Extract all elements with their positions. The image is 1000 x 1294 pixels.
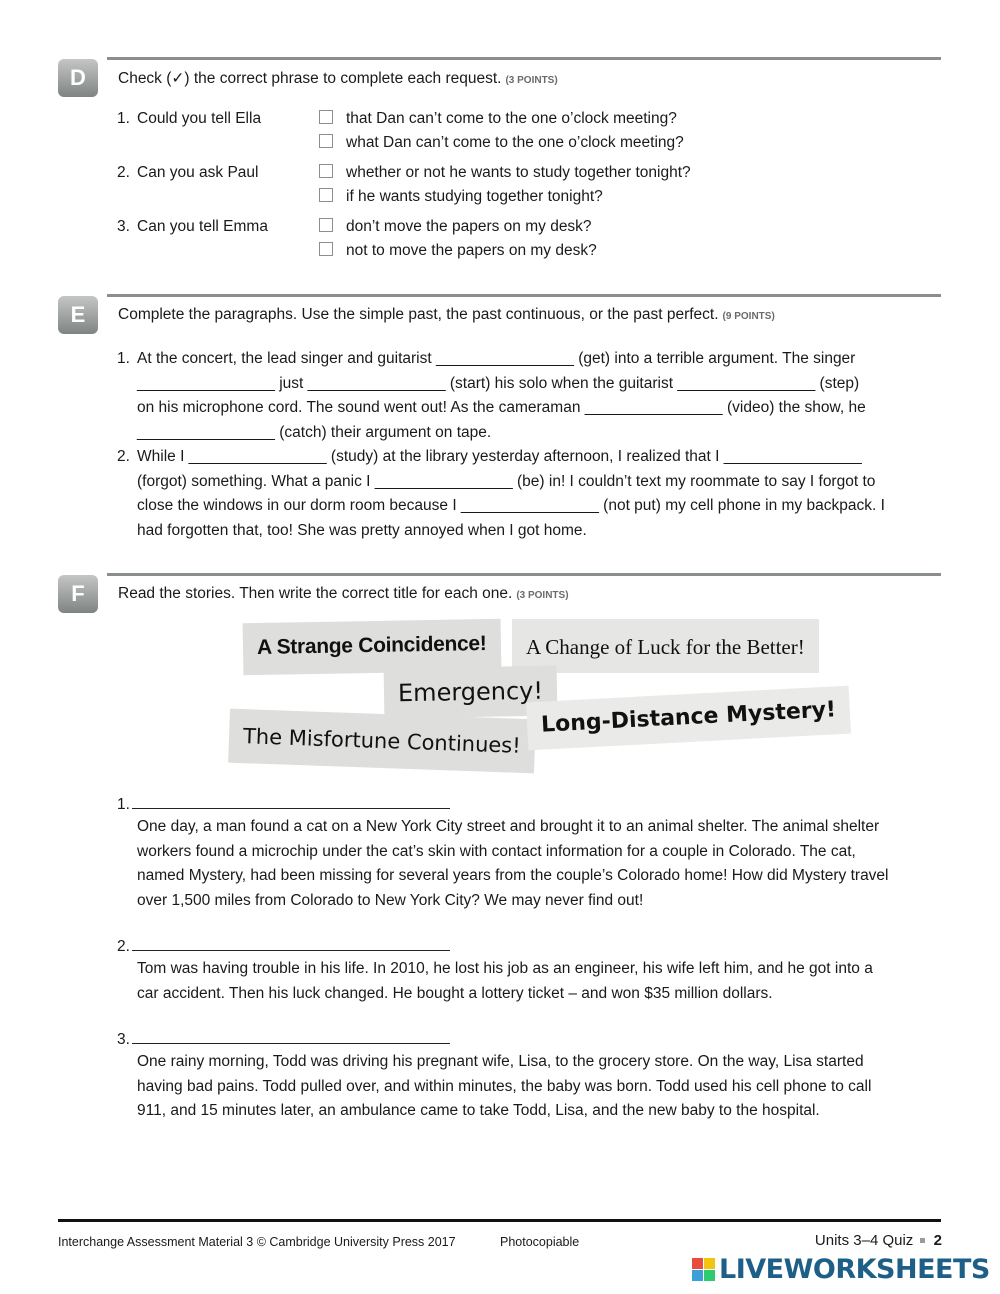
paragraph-number: 2. (117, 448, 130, 465)
section-f-instruction (118, 585, 569, 603)
question-prompt: Can you ask Paul (137, 164, 259, 181)
title-tile: Long-Distance Mystery! (526, 686, 851, 751)
paragraph-line: had forgotten that, too! She was pretty annoyed when I got home. (137, 522, 587, 539)
brand-text: LIVEWORKSHEETS (719, 1253, 990, 1285)
story-line: named Mystery, had been missing for several years from the couple’s Colorado home! How did Mystery travel (137, 867, 889, 884)
instruction-text: Complete the paragraphs. Use the simple past, the past continuous, or the past perfect. (118, 306, 719, 323)
section-e-instruction (118, 306, 775, 324)
section-d-badge: D (58, 59, 98, 97)
story-line: 911, and 15 minutes later, an ambulance came to take Todd, Lisa, and the new baby to the hospital. (137, 1102, 820, 1119)
checkbox[interactable] (319, 218, 333, 232)
checkbox[interactable] (319, 242, 333, 256)
paragraph-line: ________________ (catch) their argument on tape. (137, 424, 492, 441)
option-text: what Dan can’t come to the one o’clock meeting? (346, 134, 684, 151)
points-label: (3 POINTS) (516, 590, 569, 601)
section-e-rule (107, 294, 941, 297)
title-tile: The Misfortune Continues! (228, 709, 535, 774)
instruction-text: Read the stories. Then write the correct title for each one. (118, 585, 513, 602)
title-blank[interactable] (132, 936, 450, 951)
checkbox[interactable] (319, 164, 333, 178)
story-title-row (117, 936, 450, 956)
footer-rule (58, 1219, 941, 1222)
story-title-row (117, 1029, 450, 1049)
question-number: 3. (117, 218, 130, 235)
story-number: 1. (117, 796, 130, 813)
title-tile: Emergency! (384, 665, 558, 718)
section-d-instruction (118, 69, 558, 88)
story-number: 2. (117, 938, 130, 955)
story-line: One rainy morning, Todd was driving his pregnant wife, Lisa, to the grocery store. On the way, Lisa started (137, 1053, 864, 1070)
story-line: car accident. Then his luck changed. He bought a lottery ticket – and won $35 million dollars. (137, 985, 773, 1002)
story-number: 3. (117, 1031, 130, 1048)
checkbox[interactable] (319, 134, 333, 148)
title-blank[interactable] (132, 794, 450, 809)
option-text: whether or not he wants to study together tonight? (346, 164, 691, 181)
instruction-text: Check (✓) the correct phrase to complete each request. (118, 70, 502, 87)
section-d-rule (107, 57, 941, 60)
title-blank[interactable] (132, 1029, 450, 1044)
section-e-badge: E (58, 296, 98, 334)
liveworksheets-logo (692, 1253, 990, 1285)
question-prompt: Could you tell Ella (137, 110, 262, 127)
story-line: One day, a man found a cat on a New York City street and brought it to an animal shelter. The animal shelter (137, 818, 880, 835)
quiz-label (815, 1232, 942, 1249)
paragraph-line: close the windows in our dorm room because I ________________ (not put) my cell phone in my backpack. I (137, 497, 885, 514)
option-text: that Dan can’t come to the one o’clock meeting? (346, 110, 677, 127)
points-label: (9 POINTS) (722, 311, 775, 322)
option-text: don’t move the papers on my desk? (346, 218, 592, 235)
paragraph-line: (forgot) something. What a panic I ________________ (be) in! I couldn’t text my roommate to say I forgot to (137, 473, 876, 490)
points-label: (3 POINTS) (505, 75, 558, 86)
quiz-name: Units 3–4 Quiz (814, 1232, 914, 1249)
section-f-badge: F (58, 575, 98, 613)
question-prompt: Can you tell Emma (137, 218, 268, 235)
story-title-row (117, 794, 450, 814)
blocks-icon (692, 1258, 715, 1281)
story-line: over 1,500 miles from Colorado to New York City? We may never find out! (137, 892, 644, 909)
paragraph-line: While I ________________ (study) at the library yesterday afternoon, I realized that I ________________ (137, 448, 862, 465)
checkbox[interactable] (319, 110, 333, 124)
story-line: having bad pains. Todd pulled over, and within minutes, the baby was born. Todd used his cell phone to call (137, 1078, 872, 1095)
copyright: Interchange Assessment Material 3 © Cambridge University Press 2017 (58, 1235, 456, 1249)
question-number: 1. (117, 110, 130, 127)
title-tile: A Strange Coincidence! (243, 619, 501, 675)
page-number: 2 (933, 1232, 942, 1249)
paragraph-line: ________________ just ________________ (start) his solo when the guitarist ________________ (step) (137, 375, 860, 392)
story-line: Tom was having trouble in his life. In 2010, he lost his job as an engineer, his wife left him, and he got into a (137, 960, 873, 977)
separator-square-icon (920, 1238, 925, 1243)
option-text: if he wants studying together tonight? (346, 188, 603, 205)
photocopiable-label: Photocopiable (500, 1235, 580, 1249)
paragraph-line: on his microphone cord. The sound went out! As the cameraman ________________ (video) the show, he (137, 399, 866, 416)
option-text: not to move the papers on my desk? (346, 242, 597, 259)
paragraph-line: At the concert, the lead singer and guitarist ________________ (get) into a terrible argument. The singer (137, 350, 856, 367)
question-number: 2. (117, 164, 130, 181)
checkbox[interactable] (319, 188, 333, 202)
story-line: workers found a microchip under the cat’s skin with contact information for a couple in Colorado. The cat, (137, 843, 856, 860)
paragraph-number: 1. (117, 350, 130, 367)
title-tile: A Change of Luck for the Better! (512, 619, 819, 673)
section-f-rule (107, 573, 941, 576)
